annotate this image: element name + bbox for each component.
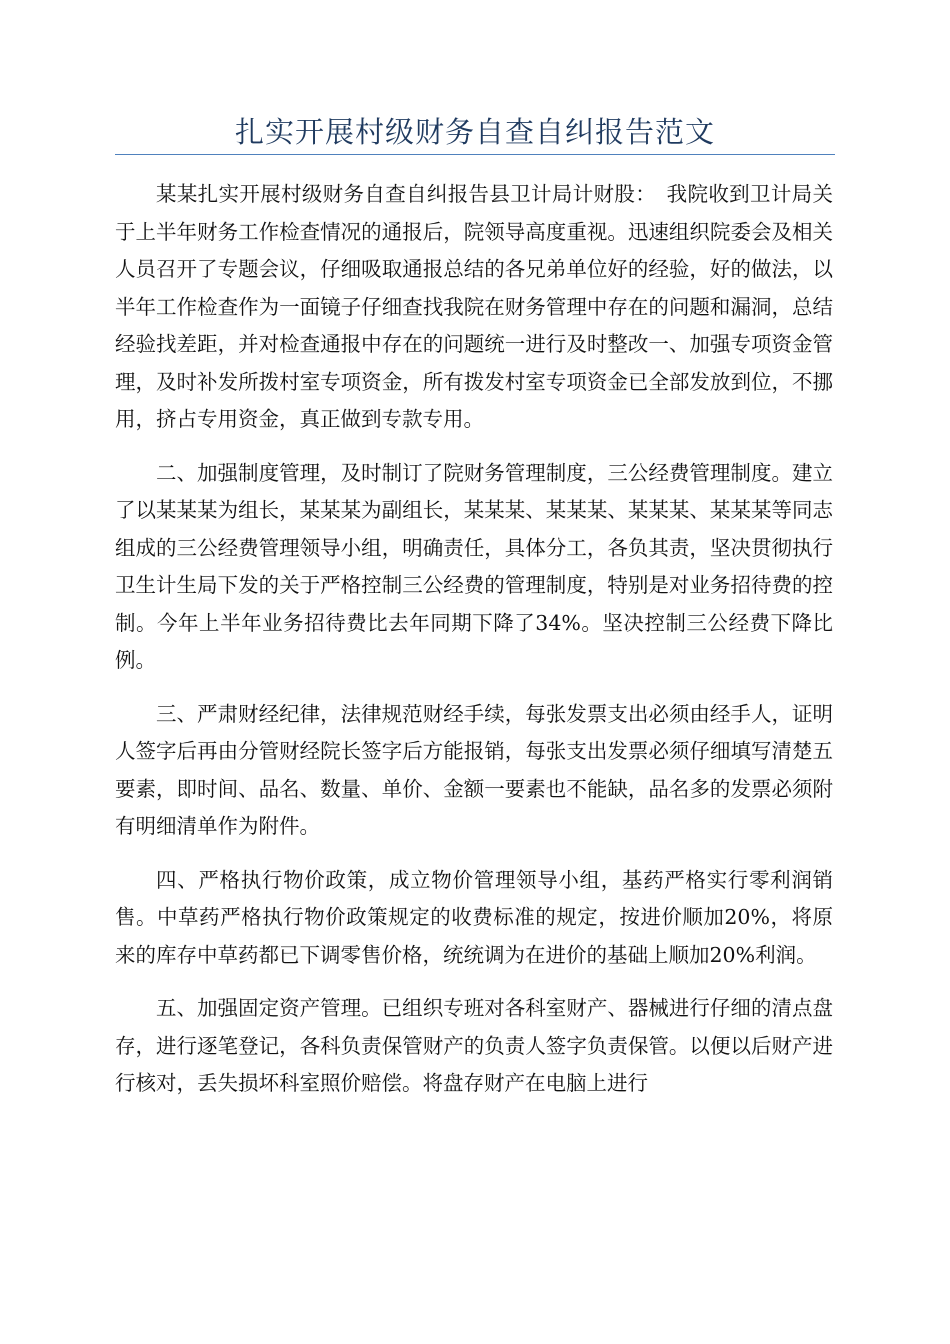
document-title: 扎实开展村级财务自查自纠报告范文 <box>234 115 715 149</box>
paragraph-2: 二、加强制度管理，及时制订了院财务管理制度，三公经费管理制度。建立了以某某某为组长，某某某为副组长，某某某、某某某、某某某、某某某等同志组成的三公经费管理领导小组，明确责任，具体分工，各负其责，坚决贯彻执行卫生计生局下发的关于严格控制三公经费的管理制度，特别是对业务招待费的控制。今年上半年业务招待费比去年同期下降了34%。坚决控制三公经费下降比例。 <box>115 460 833 672</box>
paragraph-3: 三、严肃财经纪律，法律规范财经手续，每张发票支出必须由经手人，证明人签字后再由分管财经院长签字后方能报销，每张支出发票必须仔细填写清楚五要素，即时间、品名、数量、单价、金额一要素也不能缺，品名多的发票必须附有明细清单作为附件。 <box>115 701 833 838</box>
document-body <box>115 176 833 1119</box>
paragraph-5: 五、加强固定资产管理。已组织专班对各科室财产、器械进行仔细的清点盘存，进行逐笔登记，各科负责保管财产的负责人签字负责保管。以便以后财产进行核对，丢失损坏科室照价赔偿。将盘存财产在电脑上进行 <box>115 996 833 1095</box>
paragraph-1: 某某扎实开展村级财务自查自纠报告县卫计局计财股： 我院收到卫计局关于上半年财务工作检查情况的通报后，院领导高度重视。迅速组织院委会及相关人员召开了专题会议，仔细吸取通报总结的各兄弟单位好的经验，好的做法，以半年工作检查作为一面镜子仔细查找我院在财务管理中存在的问题和漏洞，总结经验找差距，并对检查通报中存在的问题统一进行及时整改一、加强专项资金管理，及时补发所拨村室专项资金，所有拨发村室专项资金已全部发放到位，不挪用，挤占专用资金，真正做到专款专用。 <box>115 182 833 431</box>
title-underline <box>115 154 835 155</box>
paragraph-4: 四、严格执行物价政策，成立物价管理领导小组，基药严格实行零利润销售。中草药严格执行物价政策规定的收费标准的规定，按进价顺加20%，将原来的库存中草药都已下调零售价格，统统调为在进价的基础上顺加20%利润。 <box>115 867 833 967</box>
